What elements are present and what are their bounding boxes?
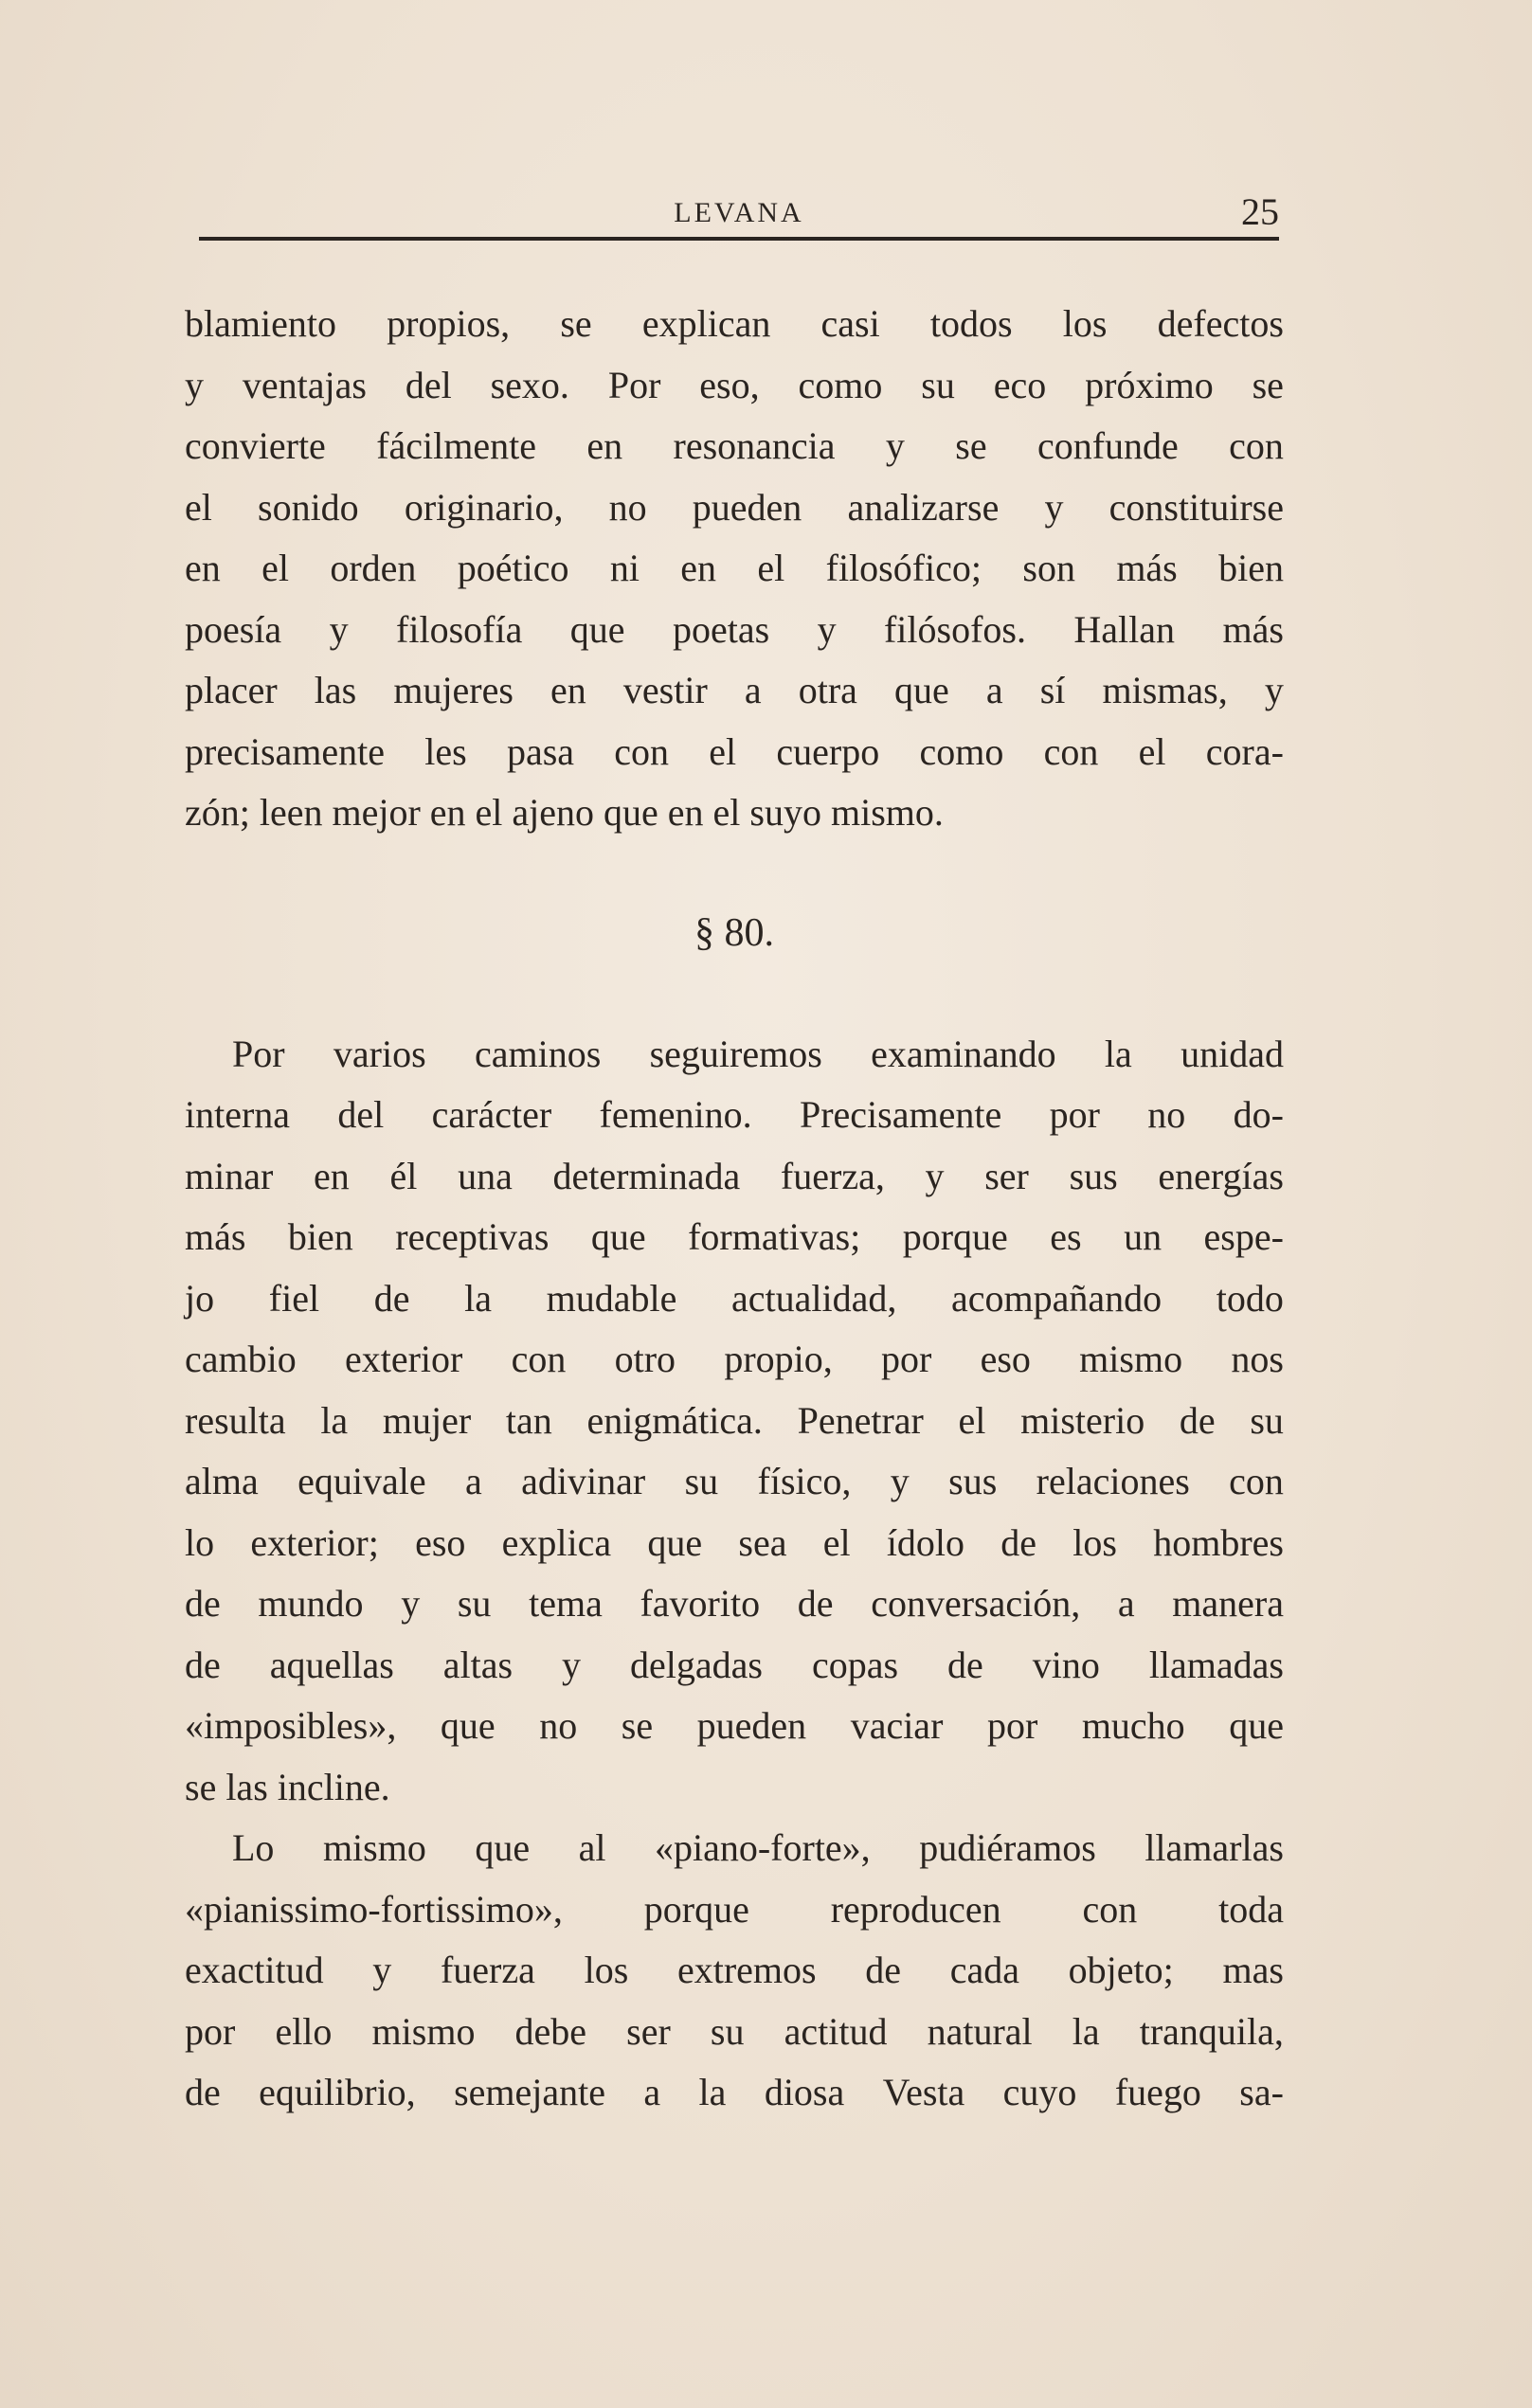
- text-line: exactitud y fuerza los extremos de cada objeto; mas: [185, 1949, 1284, 1991]
- text-line: alma equivale a adivinar su físico, y sus relaciones con: [185, 1460, 1284, 1502]
- page-number: 25: [1241, 190, 1279, 233]
- body-text: [185, 294, 1284, 2124]
- text-line: Por varios caminos seguiremos examinando la unidad: [232, 1032, 1284, 1075]
- text-line: lo exterior; eso explica que sea el ídolo de los hombres: [185, 1520, 1284, 1564]
- section-heading: § 80.: [694, 911, 774, 956]
- text-line: precisamente les pasa con el cuerpo como con el cora-: [185, 729, 1284, 773]
- text-line: cambio exterior con otro propio, por eso mismo nos: [185, 1338, 1284, 1380]
- text-line: zón; leen mejor en el ajeno que en el suyo mismo.: [185, 791, 944, 834]
- text-line: de equilibrio, semejante a la diosa Vesta cuyo fuego sa-: [185, 2071, 1284, 2113]
- text-line: minar en él una determinada fuerza, y ser sus energías: [185, 1154, 1284, 1197]
- header-rule: [199, 237, 1279, 241]
- paragraph-3: [185, 1818, 1284, 2124]
- text-line: jo fiel de la mudable actualidad, acompañando todo: [185, 1276, 1284, 1320]
- paragraph-1: [185, 294, 1284, 844]
- running-title: LEVANA: [674, 197, 804, 228]
- text-line: resulta la mujer tan enigmática. Penetrar el misterio de su: [185, 1398, 1284, 1442]
- text-line: en el orden poético ni en el filosófico; son más bien: [185, 547, 1284, 589]
- paragraph-2: [185, 1024, 1284, 1819]
- text-line: interna del carácter femenino. Precisamente por no do-: [185, 1093, 1284, 1136]
- text-line: más bien receptivas que formativas; porque es un espe-: [185, 1215, 1284, 1258]
- text-line: de mundo y su tema favorito de conversación, a manera: [185, 1582, 1284, 1625]
- text-line: placer las mujeres en vestir a otra que a sí mismas, y: [185, 669, 1284, 711]
- text-line: «imposibles», que no se pueden vaciar por mucho que: [185, 1704, 1284, 1747]
- running-head: [199, 189, 1279, 237]
- text-line: poesía y filosofía que poetas y filósofos. Hallan más: [185, 607, 1284, 651]
- text-line: blamiento propios, se explican casi todos los defectos: [185, 302, 1284, 345]
- text-line: se las incline.: [185, 1765, 390, 1808]
- text-line: el sonido originario, no pueden analizarse y constituirse: [185, 485, 1284, 529]
- text-line: convierte fácilmente en resonancia y se confunde con: [185, 424, 1284, 467]
- text-line: «pianissimo-fortissimo», porque reproducen con toda: [185, 1887, 1284, 1931]
- text-line: Lo mismo que al «piano-forte», pudiéramos llamarlas: [232, 1826, 1284, 1869]
- text-line: de aquellas altas y delgadas copas de vino llamadas: [185, 1643, 1284, 1686]
- text-line: y ventajas del sexo. Por eso, como su eco próximo se: [185, 363, 1284, 406]
- text-line: por ello mismo debe ser su actitud natural la tranquila,: [185, 2009, 1284, 2053]
